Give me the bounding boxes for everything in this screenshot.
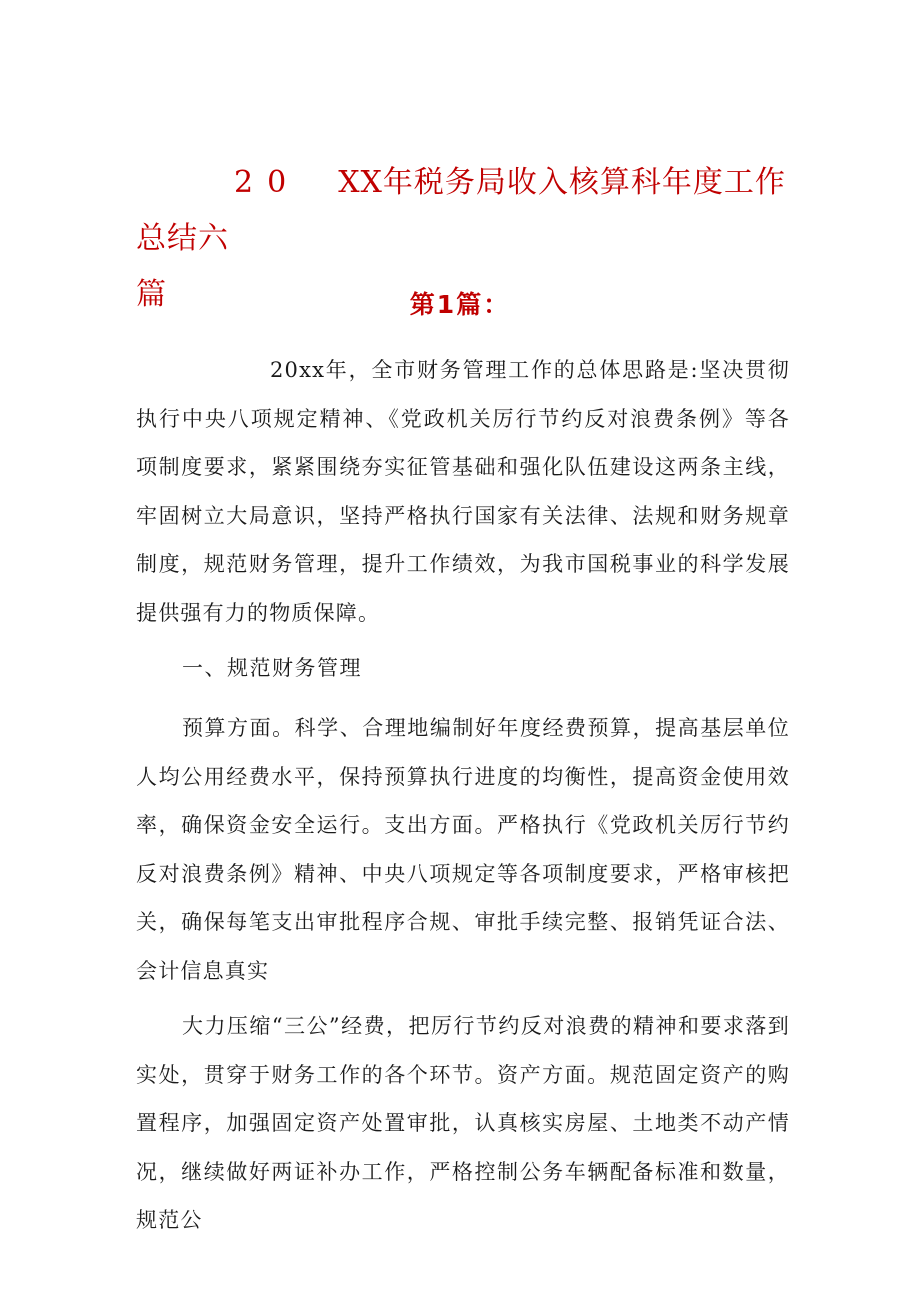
- title-text: XX年税务局收入核算科年度工作总结六: [136, 165, 786, 256]
- paragraph-3: 大力压缩“三公”经费，把厉行节约反对浪费的精神和要求落到实处，贯穿于财务工作的各个环节。资产方面。规范固定资产的购置程序，加强固定资产处置审批，认真核实房屋、土地类不动产情况，继续做好两证补办工作，严格控制公务车辆配备标准和数量，规范公: [136, 1014, 790, 1232]
- title-line-1: [136, 155, 816, 267]
- title-line-2: 篇: [136, 277, 167, 312]
- title-year: 20: [234, 165, 301, 200]
- paragraph-1: 20xx年，全市财务管理工作的总体思路是:坚决贯彻执行中央八项规定精神、《党政机关厉行节约反对浪费条例》等各项制度要求，紧紧围绕夯实征管基础和强化队伍建设这两条主线，牢固树立大局意识，坚持严格执行国家有关法律、法规和财务规章制度，规范财务管理，提升工作绩效，为我市国税事业的科学发展提供强有力的物质保障。: [136, 358, 790, 625]
- heading-1: 一、规范财务管理: [182, 656, 362, 680]
- paragraph-2: 预算方面。科学、合理地编制好年度经费预算，提高基层单位人均公用经费水平，保持预算执行进度的均衡性，提高资金使用效率，确保资金安全运行。支出方面。严格执行《党政机关厉行节约反对浪费条例》精神、中央八项规定等各项制度要求，严格审核把关，确保每笔支出审批程序合规、审批手续完整、报销凭证合法、会计信息真实: [136, 716, 790, 983]
- section-subtitle: 第1篇：: [409, 290, 511, 319]
